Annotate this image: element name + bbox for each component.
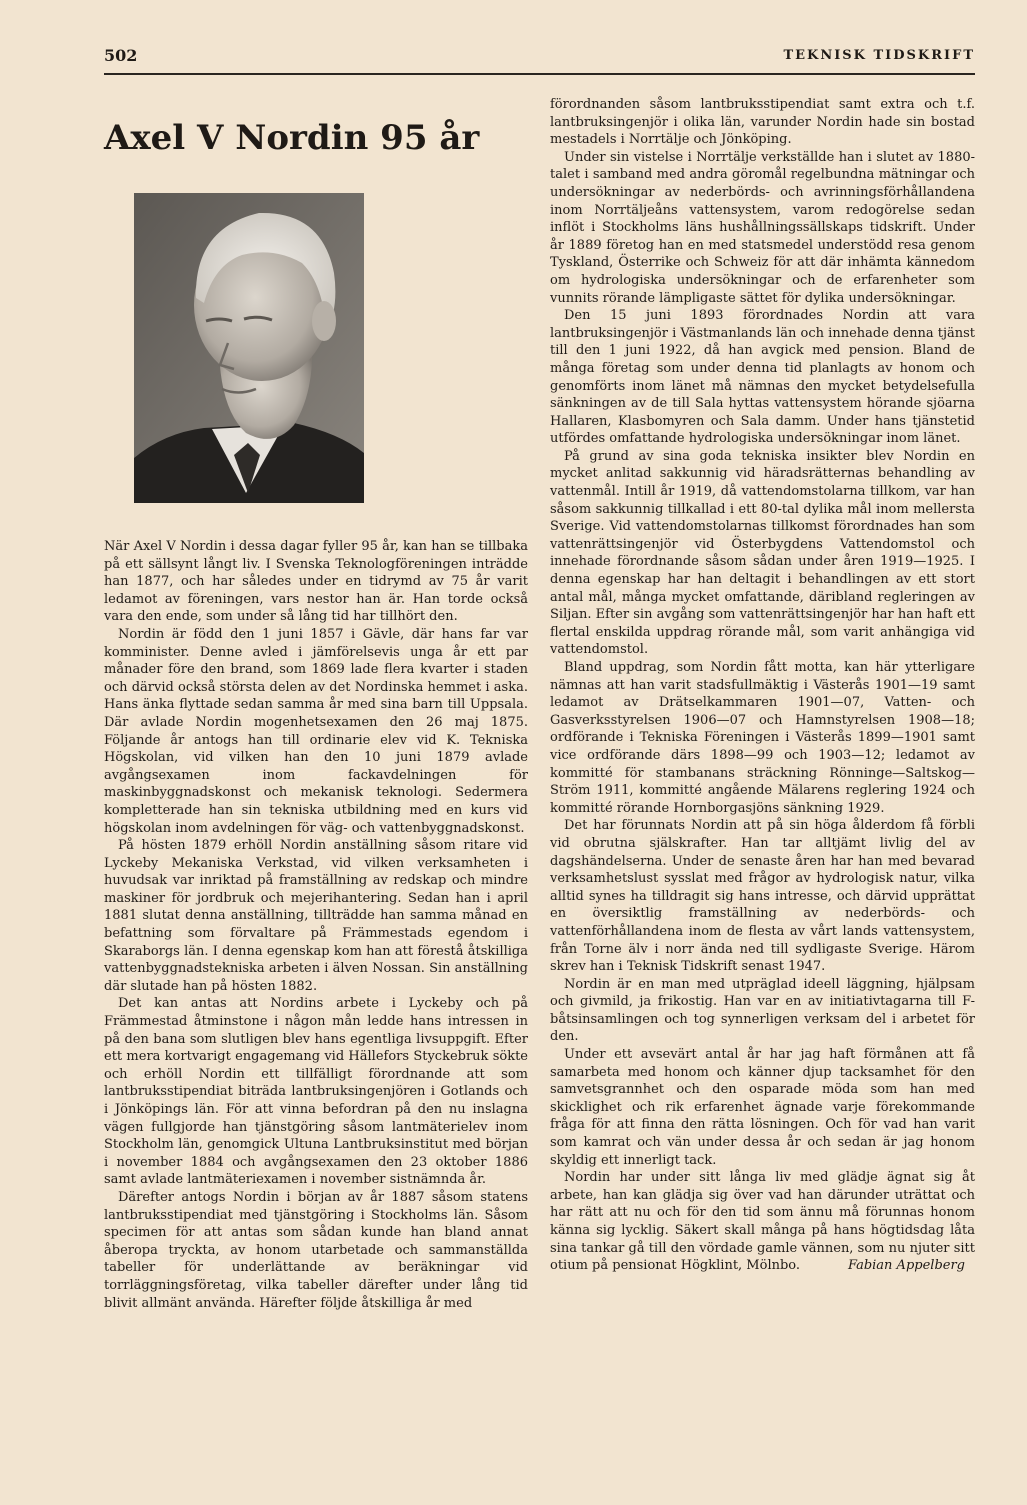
closing-paragraph xyxy=(550,1169,975,1275)
article-paragraph: förordnanden såsom lantbruksstipendiat samt extra och t.f. lantbruksingenjör i olika län, varunder Nordin hade sin bostad mestadels i Norrtälje och Jönköping. xyxy=(550,97,975,148)
portrait-photo xyxy=(134,193,364,503)
article-title: Axel V Nordin 95 år xyxy=(104,118,480,158)
page-number: 502 xyxy=(104,46,138,65)
right-column-text xyxy=(550,96,975,1275)
article-paragraph: Nordin är född den 1 juni 1857 i Gävle, där hans far var komminister. Denne avled i jämförelsevis unga år ett par månader före den brand, som 1869 lade flera kvarter i staden och därvid också största delen av det Nordinska hemmet i aska. Hans änka flyttade sedan samma år med sina barn till Uppsala. Där avlade Nordin mogenhetsexamen den 26 maj 1875. Följande år antogs han till ordinarie elev vid K. Tekniska Högskolan, vid vilken han den 10 juni 1879 avlade avgångsexamen inom fackavdelningen för maskinbyggnadskonst och mekanisk teknologi. Sedermera kompletterade han sin tekniska utbildning med en kurs vid högskolan inom avdelningen för väg- och vattenbyggnadskonst. xyxy=(104,626,528,836)
header-rule xyxy=(104,73,975,75)
article-paragraph: Nordin är en man med utpräglad ideell läggning, hjälpsam och givmild, ja frikostig. Han var en av initiativtagarna till F-båtsinsamlingen och tog synnerligen verksam del i arbetet för den. xyxy=(550,976,975,1045)
article-paragraph: Det har förunnats Nordin att på sin höga ålderdom få förbli vid obrutna själskrafter. Han tar alltjämt livlig del av dagshändelserna. Under de senaste åren har han med bevarad verksamhetslust sysslat med frågor av hydrologisk natur, vilka alltid synes ha tilldragit sig hans intresse, och därvid upprättat en översiktlig framställning av nederbörds- och vattenförhållandena inom de flesta av vårt lands vattensystem, från Torne älv i norr ända ned till sydligaste Sverige. Härom skrev han i Teknisk Tidskrift senast 1947. xyxy=(550,818,975,975)
article-paragraph: Den 15 juni 1893 förordnades Nordin att vara lantbruksingenjör i Västmanlands län och innehade denna tjänst till den 1 juni 1922, då han avgick med pension. Bland de många företag som under denna tid planlagts av honom och genomförts inom länet må nämnas den mycket betydelsefulla sänkningen av de till Sala hyttas vattensystem hörande sjöarna Hallaren, Klasbomyren och Sala damm. Under hans tjänstetid utfördes omfattande hydrologiska undersökningar inom länet. xyxy=(550,308,975,447)
article-paragraph: Bland uppdrag, som Nordin fått motta, kan här ytterligare nämnas att han varit stadsfullmäktig i Västerås 1901—19 samt ledamot av Drätselkammaren 1901—07, Vatten- och Gasverksstyrelsen 1906—07 och Hamnstyrelsen 1908—18; ordförande i Tekniska Föreningen i Västerås 1899—1901 samt vice ordförande därs 1898—99 och 1903—12; ledamot av kommitté för stambanans sträckning Rönninge—Saltskog—Ström 1911, kommitté angående Mälarens reglering 1924 och kommitté rörande Hornborgasjöns sänkning 1929. xyxy=(550,660,975,816)
article-paragraph: Det kan antas att Nordins arbete i Lyckeby och på Främmestad åtminstone i någon mån ledde hans intressen in på den bana som slutligen blev hans egentliga livsuppgift. Efter ett mera kortvarigt engagemang vid Hällefors Styckebruk sökte och erhöll Nordin ett tillfälligt förordnande att som lantbruksstipendiat biträda lantbruksingenjören i Gotlands och i Jönköpings län. För att vinna befordran på den nu inslagna vägen fullgjorde han tjänstgöring såsom lantmäterielev inom Stockholm län, genomgick Ultuna Lantbruksinstitut med början i november 1884 och avgångsexamen den 23 oktober 1886 samt avlade lantmäteriexamen i november sistnämnda år. xyxy=(104,996,528,1188)
page-header xyxy=(104,46,975,72)
article-paragraph: När Axel V Nordin i dessa dagar fyller 95 år, kan han se tillbaka på ett sällsynt långt liv. I Svenska Teknologföreningen inträdde han 1877, och har således under en tidrymd av 75 år varit ledamot av föreningen, vars nestor han är. Han torde också vara den ende, som under så lång tid har tillhört den. xyxy=(104,539,528,625)
closing-text: Nordin har under sitt långa liv med glädje ägnat sig åt arbete, han kan glädja sig över vad han därunder uträttat och har rätt att nu och för den tid som ännu må förunnas honom känna sig lycklig. Säkert skall många på hans högtidsdag låta sina tankar gå till den vördade gamle vännen, som nu njuter sitt otium på pensionat Högklint, Mölnbo. xyxy=(550,1170,975,1274)
article-paragraph: Därefter antogs Nordin i början av år 1887 såsom statens lantbruksstipendiat med tjänstgöring i Stockholms län. Såsom specimen för att antas som sådan kunde han bland annat åberopa tryckta, av honom utarbetade och sammanställda tabeller för underlättande av beräkningar vid torrläggningsföretag, vilka tabeller därefter under lång tid blivit allmänt använda. Härefter följde åtskilliga år med xyxy=(104,1189,528,1311)
journal-name: TEKNISK TIDSKRIFT xyxy=(783,48,975,63)
article-paragraph: Under sin vistelse i Norrtälje verkställde han i slutet av 1880-talet i samband med andra göromål regelbundna mätningar och undersökningar av nederbörds- och avrinningsförhållandena inom Norrtäljeåns vattensystem, varom redogörelse sedan inflöt i Stockholms läns hushållningssällskaps tidskrift. Under år 1889 företog han en med statsmedel understödd resa genom Tyskland, Österrike och Schweiz för att där inhämta kännedom om hydrologiska undersökningar och de erfarenheter som vunnits rörande lämpligaste sättet för dylika undersökningar. xyxy=(550,149,975,306)
article-paragraph: På hösten 1879 erhöll Nordin anställning såsom ritare vid Lyckeby Mekaniska Verkstad, vid vilken verksamheten i huvudsak var inriktad på framställning av redskap och mindre maskiner för jordbruk och mejerihantering. Sedan han i april 1881 slutat denna anställning, tillträdde han samma månad en befattning som förvaltare på Främmestads egendom i Skaraborgs län. I denna egenskap kom han att förestå åtskilliga vattenbyggnadstekniska arbeten i älven Nossan. Sin anställning där slutade han på hösten 1882. xyxy=(104,838,528,994)
article-paragraph: På grund av sina goda tekniska insikter blev Nordin en mycket anlitad sakkunnig vid häradsrätternas behandling av vattenmål. Intill år 1919, då vattendomstolarna tillkom, var han såsom sakkunnig tillkallad i ett 80-tal dylika mål inom mellersta Sverige. Vid vattendomstolarnas tillkomst förordnades han som vattenrättsingenjör vid Österbygdens Vattendomstol och innehade förordnande såsom sådan under åren 1919—1925. I denna egenskap har han deltagit i behandlingen av ett stort antal mål, många mycket omfattande, däribland regleringen av Siljan. Efter sin avgång som vattenrättsingenjör har han haft ett flertal enskilda uppdrag rörande mål, som varit anhängiga vid vattendomstol. xyxy=(550,448,975,658)
article-paragraph: Under ett avsevärt antal år har jag haft förmånen att få samarbeta med honom och känner djup tacksamhet för den samvetsgrannhet och den osparade möda som han med skicklighet och rik erfarenhet ägnade varje förekommande fråga för att finna den rätta lösningen. Och för vad han varit som kamrat och vän under dessa år och sedan är jag honom skyldig ett innerligt tack. xyxy=(550,1047,975,1168)
portrait-image xyxy=(134,193,364,503)
author-signature: Fabian Appelberg xyxy=(847,1258,965,1274)
left-column-text xyxy=(104,538,528,1312)
